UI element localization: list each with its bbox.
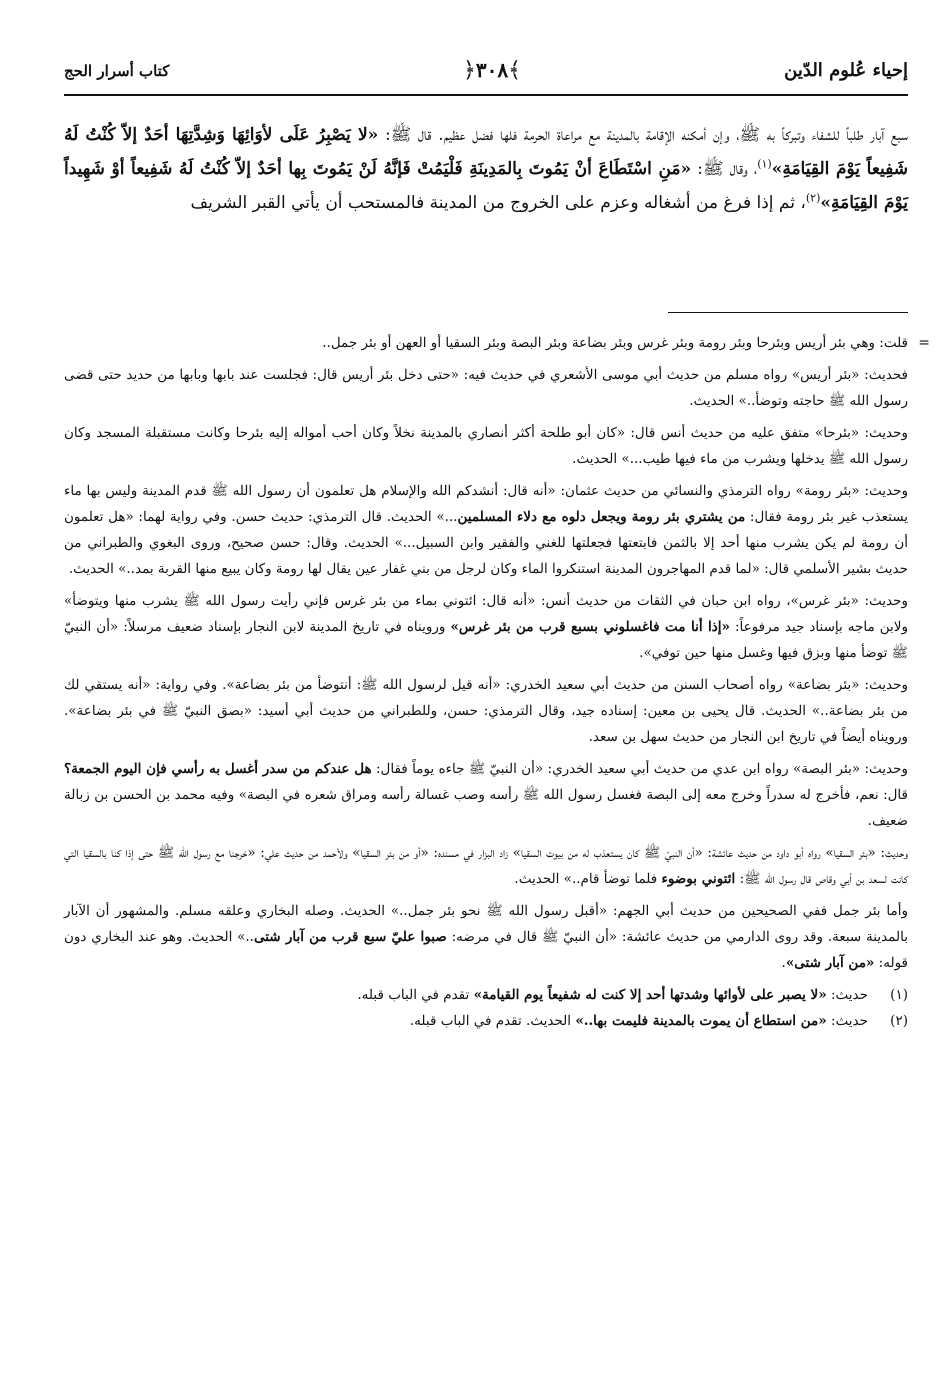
note-text: . xyxy=(781,955,786,971)
header-rule xyxy=(64,94,908,96)
note-text: وأما بئر جمل ففي الصحيحين من حديث أبي الجهم: «أقبل رسول الله ﷺ نحو بئر جمل..» الحديث. وصله البخاري وعلقه مسلم. والمشهور أن الآبار بالمدينة سبعة. وقد روى الدارمي من حديث عائشة: «أن النبيّ ﷺ قال في مرضه: xyxy=(64,903,908,945)
footnote-ref-1: (١) xyxy=(757,157,772,171)
hadith-quote-1: «لا يَصْبِرُ عَلَى لأوَائِهَا وَشِدَّتِهَا أحَدٌ إلاّ كُنْتُ لَهُ شَفِيعاً يَوْمَ القِيَامَةِ» xyxy=(64,125,909,179)
note-bold-text: من يشتري بئر رومة ويجعل دلوه مع دلاء المسلمين xyxy=(457,509,746,525)
note-paragraph xyxy=(64,840,908,892)
note-bold-text: «إذا أنا مت فاغسلوني بسبع قرب من بئر غرس» xyxy=(450,619,730,635)
footnote-suffix: تقدم في الباب قبله. xyxy=(357,987,474,1003)
footnotes-section xyxy=(64,330,930,1034)
footnote-ref-2: (٢) xyxy=(805,191,821,205)
main-paragraph xyxy=(64,118,908,220)
note-bold-text: هل عندكم من سدر أغسل به رأسي فإن اليوم الجمعة؟ xyxy=(64,761,372,777)
footnote-prefix: حديث: xyxy=(826,987,868,1003)
note-text: وحديث: «بئر بضاعة» رواه أصحاب السنن من حديث أبي سعيد الخدري: «أنه قيل لرسول الله ﷺ: أنتوضأ من بئر بضاعة». وفي رواية: «أنه يستقي لك من بئر بضاعة..» الحديث. قال يحيى بن معين: إسناده جيد، وقال الترمذي: حسن، وللطبراني من حديث أبي أسيد: «بصق النبيّ ﷺ في بئر بضاعة». ورويناه أيضاً في تاريخ ابن النجار من حديث سهل بن سعد. xyxy=(64,677,908,745)
footnote-separator xyxy=(668,312,908,313)
footnote-quote: «من استطاع أن يموت بالمدينة فليمت بها..» xyxy=(575,1013,827,1029)
main-text xyxy=(64,118,908,220)
note-text: وحديث: «بئر غرس»، رواه ابن حبان في الثقات من حديث أنس: «أنه قال: ائتوني بماء من بئر غرس فإني رأيت رسول الله ﷺ يشرب منها ويتوضأ» ولابن ماجه بإسناد جيد مرفوعاً: xyxy=(64,593,908,635)
main-line-2a: قال ﷺ: xyxy=(378,125,432,145)
note-text: وحديث: «بئر رومة» رواه الترمذي والنسائي من حديث عثمان: «أنه قال: أنشدكم الله والإسلام هل تعلمون أن رسول الله ﷺ قدم المدينة وليس بها ماء يستعذب غير بئر رومة فقال: xyxy=(64,483,908,525)
page-number: ٣٠٨ xyxy=(475,58,509,82)
footnote-number: (٢) xyxy=(890,1013,908,1029)
note-text: ..» الحديث. وهو عند البخاري دون قوله: xyxy=(64,929,908,971)
main-line-1: سبع آبار طلباً للشفاء وتبركاً به ﷺ، وإن أمكنه الإقامة بالمدينة مع مراعاة الحرمة فلها فضل عظيم. xyxy=(438,125,908,145)
note-text: فلما توضأ قام..» الحديث. xyxy=(514,871,662,887)
footnote-suffix: الحديث. تقدم في الباب قبله. xyxy=(409,1013,576,1029)
note-paragraph xyxy=(64,478,908,582)
note-text: وحديث: «بئر السقيا» رواه أبو داود من حديث عائشة: «أن النبيّ ﷺ كان يستعذب له من بيوت السقيا» زاد البزار في مسنده: «أو من بئر السقيا» ولأحمد من حديث علي: «خرجنا مع رسول الله ﷺ حتى إذا كنا بالسقيا التي كانت لسعد بن أبي وقاص قال رسول الله ﷺ: xyxy=(64,845,908,887)
page-header xyxy=(64,58,908,90)
note-text: قلت: وهي بئر أريس وبئرحا وبئر رومة وبئر غرس وبئر بضاعة وبئر البصة وبئر السقيا أو العهن أو بئر جمل.. xyxy=(322,335,908,351)
footnote-quote: «لا يصبر على لأوائها وشدتها أحد إلا كنت له شفيعاً يوم القيامة» xyxy=(473,987,827,1003)
footnote-1 xyxy=(64,982,908,1008)
footnote-number: (١) xyxy=(890,987,908,1003)
note-paragraph xyxy=(64,898,908,976)
note-bold-text: ائتوني بوضوء xyxy=(661,871,736,887)
note-paragraph xyxy=(64,330,930,356)
page-number-block xyxy=(442,58,542,83)
note-paragraph xyxy=(64,420,908,472)
note-text: قال: نعم، فأخرج له سدراً وخرج معه إلى البصة فغسل رسول الله ﷺ رأسه وصب غسالة رأسه ومراق شعره في البصة» وفيه محمد بن الحسن بن زبالة ضعيف. xyxy=(64,787,908,829)
footnote-prefix: حديث: xyxy=(826,1013,868,1029)
footnote-text xyxy=(64,982,868,1008)
note-paragraph xyxy=(64,588,908,666)
note-paragraph xyxy=(64,756,908,834)
footnote-text xyxy=(64,1008,868,1034)
note-bold-text: «من آبار شتى» xyxy=(785,955,875,971)
ornament-bracket-right: ﴾ xyxy=(508,58,521,83)
note-bold-text: صبوا عليّ سبع قرب من آبار شتى xyxy=(253,929,447,945)
ornament-bracket-left: ﴿ xyxy=(462,58,476,83)
note-text: ...» الحديث. قال الترمذي: حديث حسن. وفي رواية لهما: «هل تعلمون أن رومة لم يكن يشرب منها أحد إلا بالثمن فابتعتها فجعلتها للغني والفقير وابن السبيل...» الحديث. وقال: حسن صحيح، وروى البغوي والطبراني من حديث بشير الأسلمي قال: «لما قدم المهاجرون المدينة استنكروا الماء وكان لرجل من بني غفار عين يقال لها رومة وكان يبيع منها القربة بمد..» الحديث. xyxy=(64,509,908,577)
note-paragraph xyxy=(64,672,908,750)
book-title: إحياء عُلوم الدّين xyxy=(784,60,908,81)
continuation-mark: = xyxy=(918,335,930,351)
note-paragraph xyxy=(64,362,908,414)
note-text: ورويناه في تاريخ المدينة لابن النجار بإسناد ضعيف مرسلاً: «أن النبيّ ﷺ توضأ منها وبزق فيها وغسل منها حين توفي». xyxy=(64,619,908,661)
main-line-end: ، ثم إذا فرغ من أشغاله وعزم على الخروج من المدينة فالمستحب أن يأتي القبر الشريف xyxy=(190,193,806,213)
main-line-2b: ، وقال ﷺ: xyxy=(691,159,758,179)
hadith-quote-2: «مَنِ اسْتَطَاعَ أنْ يَمُوتَ بِالمَدِينَةِ فَلْيَمُتْ فَإنَّهُ لَنْ يَمُوتَ بِها أحَدٌ إلاّ كُنْتُ لَهُ شَفِيعاً أوْ شَهِيداً يَوْمَ القِيَامَةِ» xyxy=(64,159,908,213)
chapter-title: كتاب أسرار الحج xyxy=(64,62,170,80)
note-text: وحديث: «بئرحا» متفق عليه من حديث أنس قال: «كان أبو طلحة أكثر أنصاري بالمدينة نخلاً وكان أحب أمواله إليه بئرحا وكانت مستقبلة المسجد وكان رسول الله ﷺ يدخلها ويشرب من ماء فيها طيب...» الحديث. xyxy=(64,425,908,467)
note-text: فحديث: «بئر أريس» رواه مسلم من حديث أبي موسى الأشعري في حديث فيه: «حتى دخل بئر أريس قال: فجلست عند بابها وبابها من حديد حتى قضى رسول الله ﷺ حاجته وتوضأ..» الحديث. xyxy=(64,367,908,409)
note-text: وحديث: «بئر البصة» رواه ابن عدي من حديث أبي سعيد الخدري: «أن النبيّ ﷺ جاءه يوماً فقال: xyxy=(371,761,909,777)
footnote-2 xyxy=(64,1008,908,1034)
